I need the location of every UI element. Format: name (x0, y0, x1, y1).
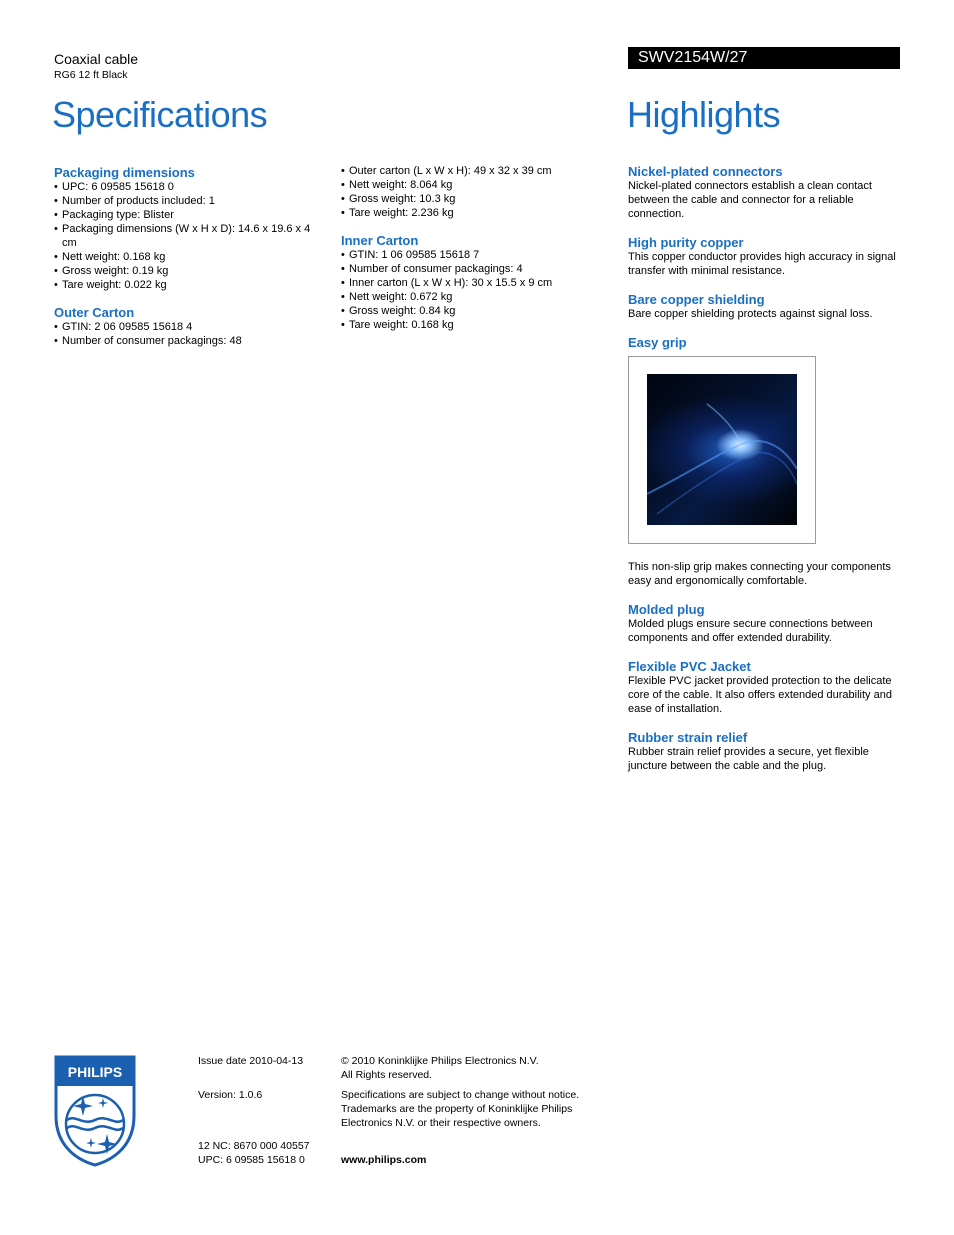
highlight-title: Molded plug (628, 602, 705, 617)
spec-item: • Number of consumer packagings: 48 (54, 334, 324, 348)
issue-date: Issue date 2010-04-13 (198, 1055, 304, 1067)
spec-item: • Gross weight: 10.3 kg (341, 192, 601, 206)
specs-column-1 (54, 164, 324, 348)
highlight-title: Bare copper shielding (628, 292, 765, 307)
spec-item: • Tare weight: 0.168 kg (341, 318, 601, 332)
highlight-item (628, 730, 903, 773)
outer-carton-list (54, 320, 324, 348)
spec-item: • Gross weight: 0.19 kg (54, 264, 324, 278)
product-subtitle: RG6 12 ft Black (54, 69, 128, 81)
highlight-title: Rubber strain relief (628, 730, 748, 745)
outer-carton-title: Outer Carton (54, 305, 135, 320)
nc-upc-block (198, 1139, 310, 1167)
highlight-item (628, 335, 903, 588)
model-number-bar: SWV2154W/27 (628, 47, 900, 69)
inner-carton-list (341, 248, 601, 332)
version: Version: 1.0.6 (198, 1089, 263, 1101)
specs-column-2 (341, 164, 601, 332)
highlight-item (628, 292, 903, 321)
spec-item: • Packaging type: Blister (54, 208, 324, 222)
spec-item: • Number of consumer packagings: 4 (341, 262, 601, 276)
highlight-text: This copper conductor provides high accuracy in signal transfer with minimal resistance. (628, 251, 896, 277)
upc-number: UPC: 6 09585 15618 0 (198, 1154, 305, 1166)
light-streak-graphic (647, 374, 797, 525)
nc-number: 12 NC: 8670 000 40557 (198, 1140, 310, 1152)
inner-carton-title: Inner Carton (341, 233, 419, 248)
highlight-text: Molded plugs ensure secure connections between components and offer extended durability. (628, 618, 873, 644)
rights: All Rights reserved. (341, 1069, 433, 1081)
highlight-item (628, 602, 903, 645)
highlight-title: Nickel-plated connectors (628, 164, 783, 179)
spec-item: • Tare weight: 0.022 kg (54, 278, 324, 292)
philips-shield-logo (53, 1054, 137, 1167)
spec-item: • Tare weight: 2.236 kg (341, 206, 601, 220)
product-photo (647, 374, 797, 525)
highlight-text: Nickel-plated connectors establish a clean contact between the cable and connector for a reliable connection. (628, 180, 872, 220)
spec-item: • GTIN: 2 06 09585 15618 4 (54, 320, 324, 334)
spec-item: • GTIN: 1 06 09585 15618 7 (341, 248, 601, 262)
logo-wordmark: PHILIPS (67, 1064, 123, 1080)
highlights-heading: Highlights (627, 94, 781, 135)
spec-item: • Outer carton (L x W x H): 49 x 32 x 39 cm (341, 164, 601, 178)
highlight-text: Rubber strain relief provides a secure, yet flexible juncture between the cable and the plug. (628, 746, 869, 772)
website-link[interactable]: www.philips.com (341, 1154, 427, 1166)
specifications-heading: Specifications (52, 94, 268, 135)
spec-item: • Packaging dimensions (W x H x D): 14.6 x 19.6 x 4 cm (54, 222, 324, 250)
highlight-title: High purity copper (628, 235, 744, 250)
copyright: © 2010 Koninklijke Philips Electronics N.V. (341, 1055, 539, 1067)
highlight-title: Flexible PVC Jacket (628, 659, 751, 674)
highlight-item (628, 164, 903, 221)
highlight-title: Easy grip (628, 335, 687, 350)
terms: Specifications are subject to change without notice. Trademarks are the property of Koninklijke Philips Electronics N.V. or their respective owners. (341, 1089, 580, 1129)
copyright-block (341, 1054, 539, 1082)
spec-item: • Gross weight: 0.84 kg (341, 304, 601, 318)
highlights-column (628, 164, 903, 787)
spec-item: • Nett weight: 0.168 kg (54, 250, 324, 264)
packaging-dimensions-list (54, 180, 324, 292)
packaging-dimensions-title: Packaging dimensions (54, 165, 195, 180)
highlight-text: Bare copper shielding protects against signal loss. (628, 308, 873, 320)
product-type: Coaxial cable (54, 51, 139, 67)
outer-carton-list-continued (341, 164, 601, 220)
highlight-item (628, 235, 903, 278)
spec-item: • Inner carton (L x W x H): 30 x 15.5 x 9 cm (341, 276, 601, 290)
highlight-text: Flexible PVC jacket provided protection to the delicate core of the cable. It also offers extended durability and ease of installation. (628, 675, 892, 715)
highlight-text: This non-slip grip makes connecting your components easy and ergonomically comfortable. (628, 561, 891, 587)
spec-item: • Number of products included: 1 (54, 194, 324, 208)
spec-item: • Nett weight: 8.064 kg (341, 178, 601, 192)
spec-item: • UPC: 6 09585 15618 0 (54, 180, 324, 194)
highlight-item (628, 659, 903, 716)
spec-item: • Nett weight: 0.672 kg (341, 290, 601, 304)
product-photo-frame (628, 356, 816, 544)
